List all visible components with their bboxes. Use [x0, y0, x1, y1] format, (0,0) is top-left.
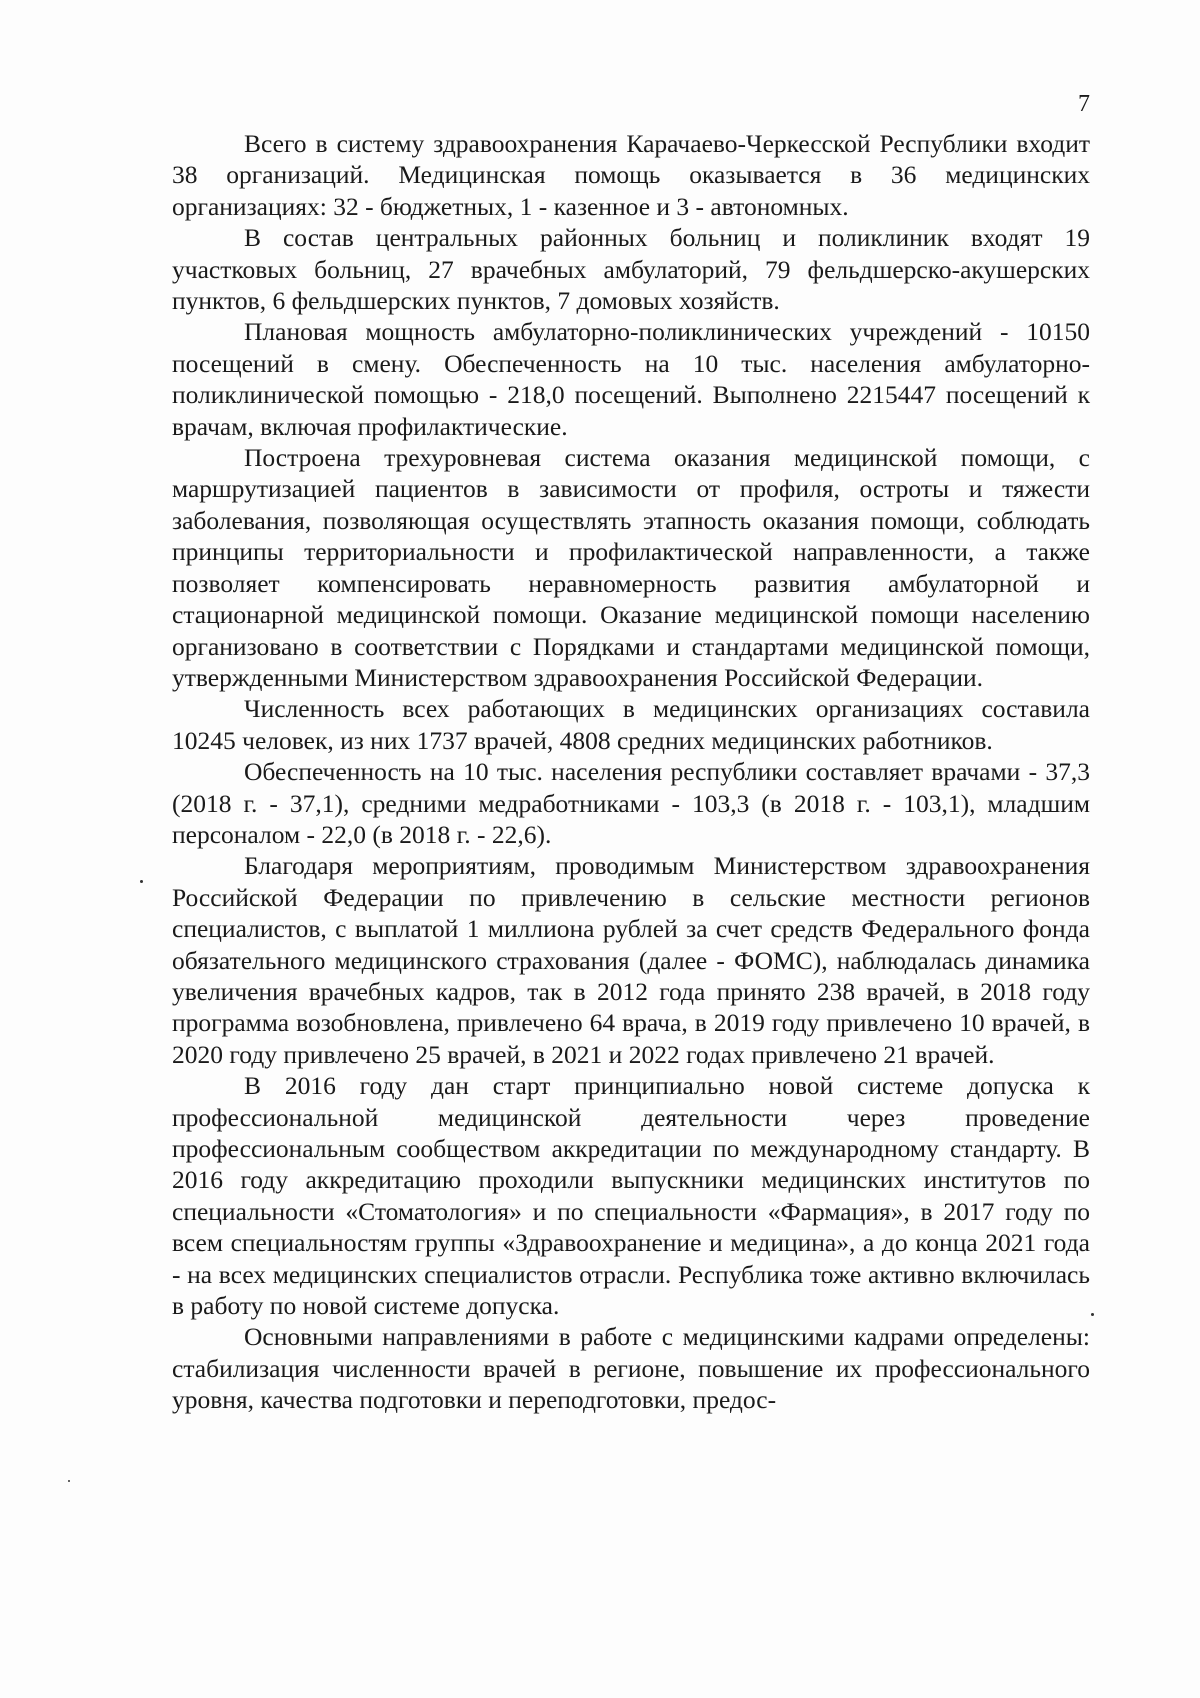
paragraph-staff-provision: Обеспеченность на 10 тыс. населения республики составляет врачами - 37,3 (2018 г. - 37,1), средними медработниками - 103,3 (в 2018 г. - 103,1), младшим персоналом - 22,0 (в 2018 г. - 22,6). — [172, 757, 1090, 849]
paragraph-accreditation: В 2016 году дан старт принципиально новой системе допуска к профессиональной медицинской деятельности через проведение профессиональным сообществом аккредитации по международному стандарту. В 2016 году аккредитацию проходили выпускники медицинских институтов по специальности «Стоматология» и по специальности «Фармация», в 2017 году по всем специальностям группы «Здравоохранение и медицина», а до конца 2021 года - на всех медицинских специалистов отрасли. Республика тоже активно включилась в работу по новой системе допуска. — [172, 1071, 1090, 1321]
paragraph-rural-doctors: Благодаря мероприятиям, проводимым Министерством здравоохранения Российской Федерации по привлечению в сельские местности регионов специалистов, с выплатой 1 миллиона рублей за счет средств Федерального фонда обязательного медицинского страхования (далее - ФОМС), наблюдалась динамика увеличения врачебных кадров, так в 2012 года принято 238 врачей, в 2018 году программа возобновлена, привлечено 64 врача, в 2019 году привлечено 10 врачей, в 2020 году привлечено 25 врачей, в 2021 и 2022 годах привлечено 21 врачей. — [172, 851, 1090, 1069]
paragraph-main-directions: Основными направлениями в работе с медицинскими кадрами определены: стабилизация численности врачей в регионе, повышение их профессионального уровня, качества подготовки и переподготовки, предос- — [172, 1322, 1090, 1415]
document-body — [172, 128, 1090, 1416]
paragraph-district-hospitals: В состав центральных районных больниц и поликлиник входят 19 участковых больниц, 27 врачебных амбулаторий, 79 фельдшерско-акушерских пунктов, 6 фельдшерских пунктов, 7 домовых хозяйств. — [172, 223, 1090, 316]
paragraph-organizations: Всего в систему здравоохранения Карачаево-Черкесской Республики входит 38 организаций. Медицинская помощь оказывается в 36 медицинских организациях: 32 - бюджетных, 1 - казенное и 3 - автономных. — [172, 129, 1090, 221]
paragraph-staff-count: Численность всех работающих в медицинских организациях составила 10245 человек, из них 1737 врачей, 4808 средних медицинских работников. — [172, 694, 1090, 755]
paragraph-three-level-system: Построена трехуровневая система оказания медицинской помощи, с маршрутизацией пациентов в зависимости от профиля, остроты и тяжести заболевания, позволяющая осуществлять этапность оказания помощи, соблюдать принципы территориальности и профилактической направленности, а также позволяет компенсировать неравномерность развития амбулаторной и стационарной медицинской помощи. Оказание медицинской помощи населению организовано в соответствии с Порядками и стандартами медицинской помощи, утвержденными Министерством здравоохранения Российской Федерации. — [172, 443, 1090, 692]
scan-speck — [140, 880, 143, 883]
scan-speck — [1091, 1313, 1094, 1316]
paragraph-planned-capacity: Плановая мощность амбулаторно-поликлинических учреждений - 10150 посещений в смену. Обеспеченность на 10 тыс. населения амбулаторно-поликлинической помощью - 218,0 посещений. Выполнено 2215447 посещений к врачам, включая профилактические. — [172, 317, 1090, 441]
page-number: 7 — [1078, 91, 1090, 117]
scan-speck — [68, 1480, 70, 1482]
